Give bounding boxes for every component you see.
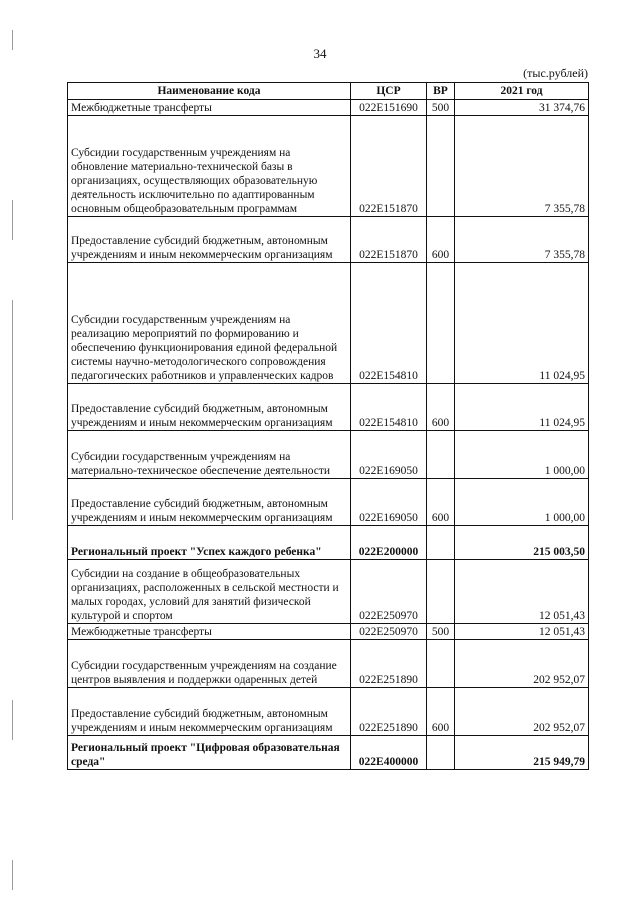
- header-amount: 2021 год: [455, 83, 589, 100]
- row-vr: 500: [427, 100, 455, 116]
- row-name: Субсидии государственным учреждениям на реализацию мероприятий по формированию и обеспечению функционирования единой федеральной системы научно-методологического сопровождения педагогических работников и управленческих кадров: [68, 263, 351, 384]
- row-amount: 202 952,07: [455, 640, 589, 688]
- table-row: [68, 384, 589, 431]
- scan-margin-mark: [12, 860, 13, 890]
- row-vr: [427, 263, 455, 384]
- row-vr: [427, 560, 455, 624]
- row-name: Субсидии на создание в общеобразовательных организациях, расположенных в сельской местности и малых городах, условий для занятий физической культурой и спортом: [68, 560, 351, 624]
- row-csr: 022E151870: [351, 116, 427, 217]
- table-row: [68, 479, 589, 526]
- row-csr: 022E250970: [351, 560, 427, 624]
- header-vr: ВР: [427, 83, 455, 100]
- header-csr: ЦСР: [351, 83, 427, 100]
- row-amount: 7 355,78: [455, 217, 589, 263]
- table-row: [68, 526, 589, 560]
- row-name: Межбюджетные трансферты: [68, 100, 351, 116]
- row-csr: 022E251890: [351, 688, 427, 736]
- row-name: Региональный проект "Цифровая образовательная среда": [68, 736, 351, 770]
- table-row: [68, 100, 589, 116]
- row-csr: 022E200000: [351, 526, 427, 560]
- row-name: Субсидии государственным учреждениям на создание центров выявления и поддержки одаренных детей: [68, 640, 351, 688]
- header-name: Наименование кода: [68, 83, 351, 100]
- row-vr: [427, 640, 455, 688]
- row-amount: 11 024,95: [455, 263, 589, 384]
- row-vr: [427, 116, 455, 217]
- scan-margin-mark: [12, 200, 13, 240]
- row-vr: 500: [427, 624, 455, 640]
- row-vr: [427, 526, 455, 560]
- row-csr: 022E169050: [351, 479, 427, 526]
- table-row: [68, 217, 589, 263]
- unit-note: (тыс.рублей): [523, 66, 588, 80]
- row-vr: 600: [427, 384, 455, 431]
- row-vr: 600: [427, 688, 455, 736]
- row-csr: 022E151690: [351, 100, 427, 116]
- table-row: [68, 688, 589, 736]
- row-name: Субсидии государственным учреждениям на обновление материально-технической базы в организациях, осуществляющих образовательную деятельность исключительно по адаптированным основным общеобразовательным программам: [68, 116, 351, 217]
- row-name: Субсидии государственным учреждениям на материально-техническое обеспечение деятельности: [68, 431, 351, 479]
- row-amount: 31 374,76: [455, 100, 589, 116]
- row-name: Межбюджетные трансферты: [68, 624, 351, 640]
- row-name: Предоставление субсидий бюджетным, автономным учреждениям и иным некоммерческим организациям: [68, 217, 351, 263]
- table-row: [68, 116, 589, 217]
- row-amount: 215 949,79: [455, 736, 589, 770]
- table-row: [68, 624, 589, 640]
- row-csr: 022E169050: [351, 431, 427, 479]
- row-vr: [427, 736, 455, 770]
- row-csr: 022E250970: [351, 624, 427, 640]
- row-name: Предоставление субсидий бюджетным, автономным учреждениям и иным некоммерческим организациям: [68, 384, 351, 431]
- scan-margin-mark: [12, 300, 13, 520]
- page-number: 34: [313, 46, 327, 61]
- row-amount: 1 000,00: [455, 431, 589, 479]
- row-amount: 1 000,00: [455, 479, 589, 526]
- row-amount: 7 355,78: [455, 116, 589, 217]
- row-vr: 600: [427, 479, 455, 526]
- table-row: [68, 263, 589, 384]
- row-amount: 12 051,43: [455, 624, 589, 640]
- table-header-row: [68, 83, 589, 100]
- row-vr: [427, 431, 455, 479]
- table-row: [68, 560, 589, 624]
- row-csr: 022E400000: [351, 736, 427, 770]
- row-name: Предоставление субсидий бюджетным, автономным учреждениям и иным некоммерческим организациям: [68, 479, 351, 526]
- row-amount: 202 952,07: [455, 688, 589, 736]
- row-name: Региональный проект "Успех каждого ребенка": [68, 526, 351, 560]
- row-csr: 022E154810: [351, 263, 427, 384]
- row-vr: 600: [427, 217, 455, 263]
- table-row: [68, 431, 589, 479]
- row-csr: 022E251890: [351, 640, 427, 688]
- scan-margin-mark: [12, 700, 13, 740]
- row-amount: 11 024,95: [455, 384, 589, 431]
- row-name: Предоставление субсидий бюджетным, автономным учреждениям и иным некоммерческим организациям: [68, 688, 351, 736]
- table-row: [68, 736, 589, 770]
- row-csr: 022E154810: [351, 384, 427, 431]
- table-row: [68, 640, 589, 688]
- row-amount: 215 003,50: [455, 526, 589, 560]
- row-csr: 022E151870: [351, 217, 427, 263]
- row-amount: 12 051,43: [455, 560, 589, 624]
- budget-table: [67, 82, 589, 770]
